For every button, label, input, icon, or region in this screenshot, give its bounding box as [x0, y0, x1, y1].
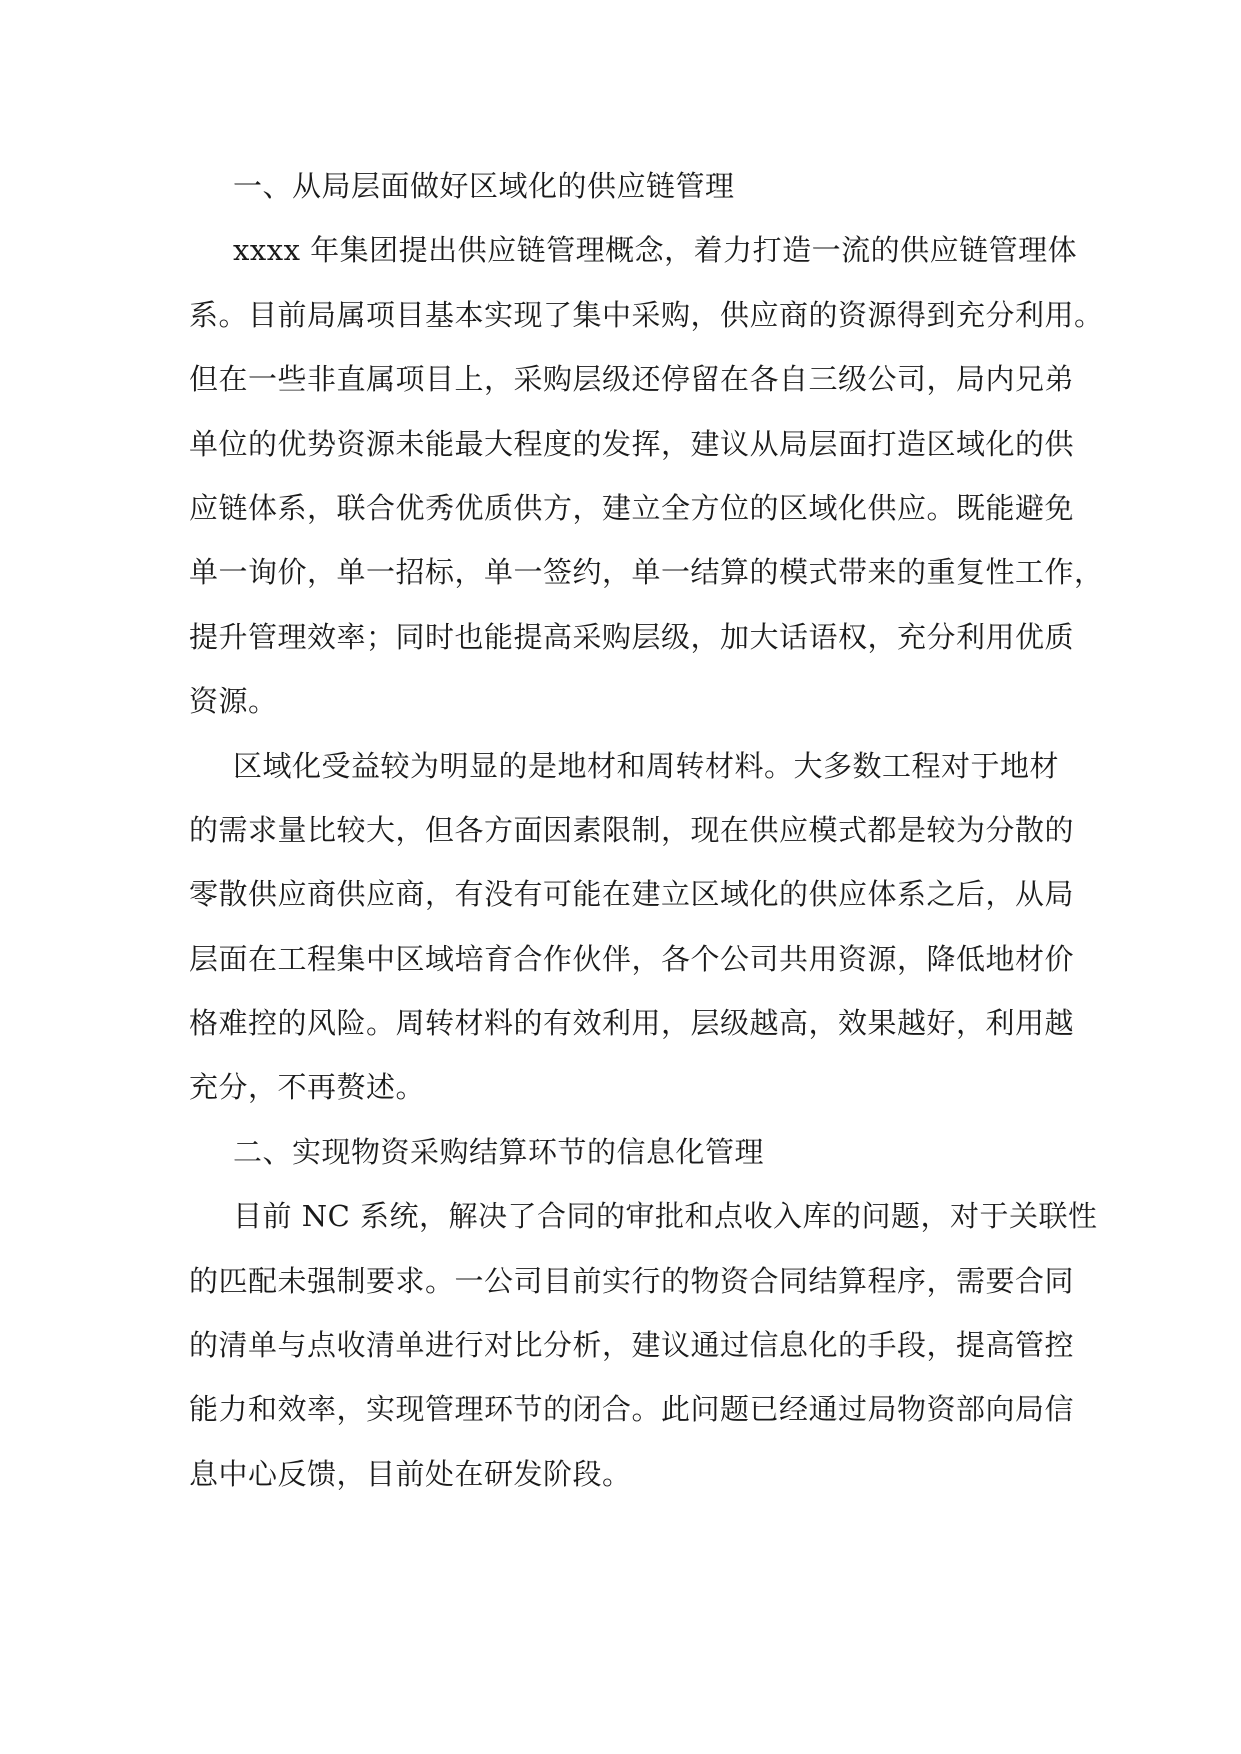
paragraph-line: 提升管理效率；同时也能提高采购层级，加大话语权，充分利用优质 — [189, 619, 1075, 654]
paragraph-line: 系。目前局属项目基本实现了集中采购，供应商的资源得到充分利用。 — [189, 297, 1104, 332]
paragraph-line: 充分，不再赘述。 — [189, 1070, 426, 1105]
paragraph-line: 但在一些非直属项目上，采购层级还停留在各自三级公司，局内兄弟 — [189, 362, 1075, 397]
document-body — [189, 154, 1104, 1506]
paragraph-line: 目前 NC 系统，解决了合同的审批和点收入库的问题，对于关联性 — [233, 1199, 1098, 1234]
paragraph-line: 的需求量比较大，但各方面因素限制，现在供应模式都是较为分散的 — [189, 812, 1075, 847]
section-heading-2: 二、实现物资采购结算环节的信息化管理 — [233, 1134, 765, 1169]
paragraph-line: 息中心反馈，目前处在研发阶段。 — [189, 1456, 632, 1491]
paragraph-line: 区域化受益较为明显的是地材和周转材料。大多数工程对于地材 — [233, 748, 1060, 783]
paragraph-line: 单一询价，单一招标，单一签约，单一结算的模式带来的重复性工作， — [189, 555, 1104, 590]
section-heading-1: 一、从局层面做好区域化的供应链管理 — [233, 169, 735, 203]
paragraph-line: 单位的优势资源未能最大程度的发挥，建议从局层面打造区域化的供 — [189, 426, 1075, 461]
paragraph-line: 零散供应商供应商，有没有可能在建立区域化的供应体系之后，从局 — [189, 877, 1075, 912]
paragraph-3 — [189, 1184, 1098, 1506]
paragraph-line: 的匹配未强制要求。一公司目前实行的物资合同结算程序，需要合同 — [189, 1263, 1075, 1298]
paragraph-2 — [189, 734, 1075, 1120]
paragraph-line: 能力和效率，实现管理环节的闭合。此问题已经通过局物资部向局信 — [189, 1392, 1075, 1427]
paragraph-line: xxxx 年集团提出供应链管理概念，着力打造一流的供应链管理体 — [233, 233, 1078, 268]
paragraph-line: 资源。 — [189, 684, 278, 719]
paragraph-line: 格难控的风险。周转材料的有效利用，层级越高，效果越好，利用越 — [189, 1006, 1075, 1041]
paragraph-line: 层面在工程集中区域培育合作伙伴，各个公司共用资源，降低地材价 — [189, 941, 1075, 976]
paragraph-1 — [189, 218, 1104, 733]
paragraph-line: 的清单与点收清单进行对比分析，建议通过信息化的手段，提高管控 — [189, 1328, 1075, 1363]
paragraph-line: 应链体系，联合优秀优质供方，建立全方位的区域化供应。既能避免 — [189, 490, 1075, 525]
